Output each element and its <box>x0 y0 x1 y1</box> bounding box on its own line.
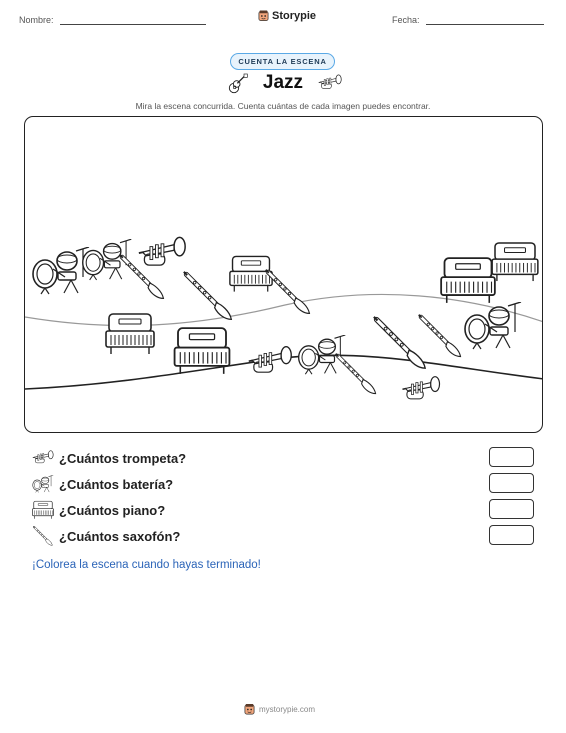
piano-icon <box>441 258 495 303</box>
answer-box[interactable] <box>489 447 534 467</box>
question-text: ¿Cuántos batería? <box>59 476 174 492</box>
storypie-face-icon <box>244 704 255 715</box>
instructions: Mira la escena concurrida. Cuenta cuántas de cada imagen puedes encontrar. <box>135 101 431 111</box>
saxophone-icon <box>120 255 164 299</box>
answer-box[interactable] <box>489 473 534 493</box>
name-field[interactable] <box>19 15 206 25</box>
brand-logo <box>258 10 316 22</box>
answer-box[interactable] <box>489 525 534 545</box>
question-text: ¿Cuántos trompeta? <box>59 450 187 466</box>
saxophone-icon <box>184 272 232 320</box>
piano-icon <box>32 500 54 520</box>
question-text: ¿Cuántos piano? <box>59 502 166 518</box>
drum-kit-icon <box>465 302 521 349</box>
drum-kit-icon <box>32 474 54 494</box>
question-row <box>32 499 536 521</box>
hill-line-back <box>25 294 543 325</box>
storypie-logo-icon <box>258 10 269 22</box>
trumpet-icon <box>249 347 292 373</box>
drum-kit-icon <box>33 247 89 294</box>
page-title: Jazz <box>262 72 304 93</box>
trumpet-icon <box>139 237 185 265</box>
name-label: Nombre: <box>19 15 54 25</box>
scene-panel <box>24 116 543 433</box>
trumpet-icon <box>32 448 54 468</box>
saxophone-icon <box>336 354 376 394</box>
question-row <box>32 447 536 469</box>
piano-icon <box>492 243 538 281</box>
date-field[interactable] <box>392 15 544 25</box>
activity-badge: CUENTA LA ESCENA <box>230 53 335 70</box>
saxophone-icon <box>374 317 425 368</box>
trumpet-icon <box>402 377 439 399</box>
saxophone-icon <box>32 526 54 546</box>
piano-icon <box>106 314 154 354</box>
date-label: Fecha: <box>392 15 420 25</box>
question-text: ¿Cuántos saxofón? <box>59 528 181 544</box>
saxophone-icon <box>419 315 461 357</box>
name-line[interactable] <box>60 15 206 25</box>
question-row <box>32 473 536 495</box>
question-row <box>32 525 536 547</box>
site-footer <box>244 704 315 715</box>
site-url: mystorypie.com <box>259 705 316 714</box>
answer-box[interactable] <box>489 499 534 519</box>
piano-icon <box>230 256 272 291</box>
brand-name: Storypie <box>272 10 317 22</box>
scene-illustration <box>25 117 543 433</box>
saxophone-icon <box>266 270 310 314</box>
coloring-note: ¡Colorea la escena cuando hayas terminado! <box>32 559 261 571</box>
trumpet-icon <box>317 74 343 92</box>
date-line[interactable] <box>426 15 544 25</box>
